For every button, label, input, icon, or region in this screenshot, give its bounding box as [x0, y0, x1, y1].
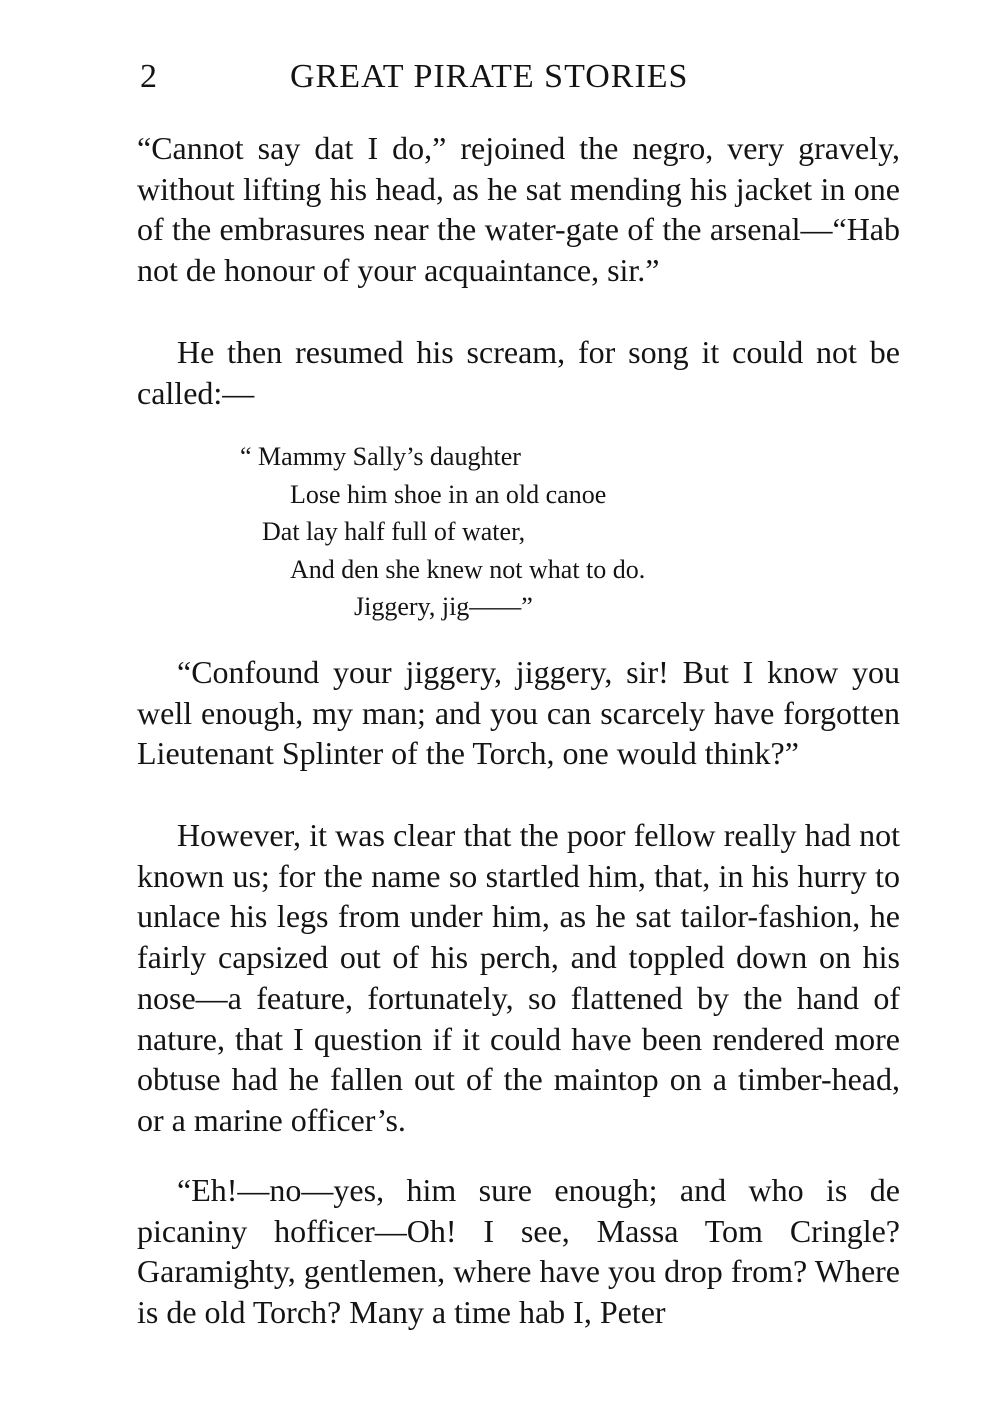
- paragraph-resumed-scream: He then resumed his scream, for song it could not be called:—: [137, 334, 900, 411]
- paragraph-confound: “Confound your jiggery, jiggery, sir! But I know you well enough, my man; and you can scarcely have forgotten Lieutenant Splinter of the Torch, one would think?”: [137, 654, 900, 772]
- verse-line: Lose him shoe in an old canoe: [290, 479, 607, 509]
- verse-line: Dat lay half full of water,: [262, 517, 526, 546]
- paragraph-negro-reply: “Cannot say dat I do,” rejoined the negro, very gravely, without lifting his head, as he sat mending his jacket in one of the embrasures near the water-gate of the arsenal—“Hab not de honour of your acquaintance, sir.”: [137, 130, 900, 289]
- page-number: 2: [140, 58, 157, 95]
- verse-line: And den she knew not what to do.: [290, 554, 646, 584]
- page-header: [140, 58, 760, 108]
- verse-line: “ Mammy Sally’s daughter: [240, 442, 521, 471]
- running-title: GREAT PIRATE STORIES: [290, 58, 689, 95]
- verse-line: Jiggery, jig——”: [354, 592, 533, 621]
- paragraph-eh-no-yes: “Eh!—no—yes, him sure enough; and who is de picaniny hofficer—Oh! I see, Massa Tom Cringle? Garamighty, gentlemen, where have you drop from? Where is de old Torch? Many a time hab I, Peter: [137, 1172, 900, 1331]
- paragraph-however: However, it was clear that the poor fellow really had not known us; for the name so startled him, that, in his hurry to unlace his legs from under him, as he sat tailor-fashion, he fairly capsized out of his perch, and toppled down on his nose—a feature, fortunately, so flattened by the hand of nature, that I question if it could have been rendered more obtuse had he fallen out of the maintop on a timber-head, or a marine officer’s.: [137, 817, 900, 1138]
- song-verse: [240, 438, 660, 626]
